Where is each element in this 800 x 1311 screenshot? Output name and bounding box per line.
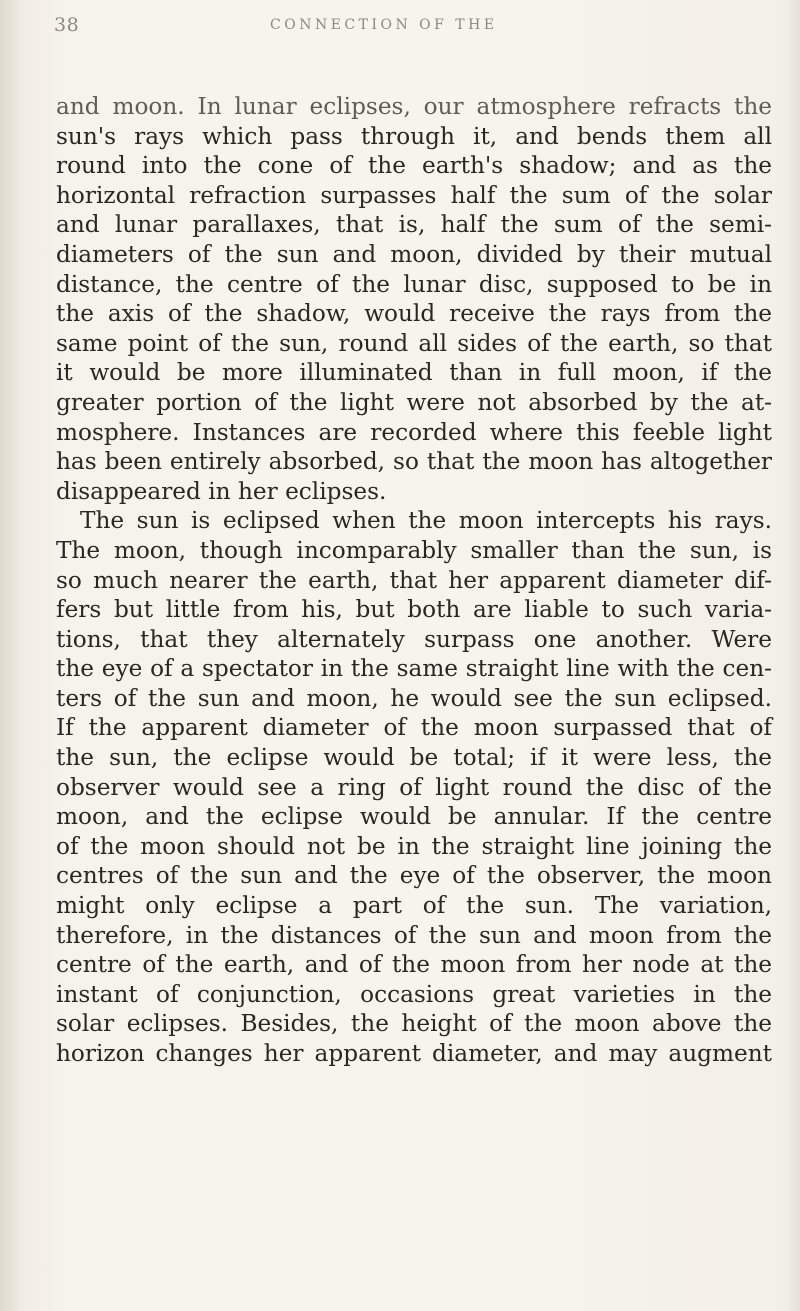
- text-line: disappeared in her eclipses.: [56, 477, 387, 505]
- text-line: The sun is eclipsed when the moon intercepts his rays.: [80, 507, 772, 535]
- text-line: centre of the earth, and of the moon from her node at the: [56, 951, 772, 979]
- text-line: mosphere. Instances are recorded where this feeble light: [56, 418, 772, 446]
- text-line: If the apparent diameter of the moon surpassed that of: [56, 714, 772, 742]
- text-line: therefore, in the distances of the sun and moon from the: [56, 921, 772, 949]
- text-line: diameters of the sun and moon, divided by their mutual: [56, 240, 772, 268]
- text-line: horizon changes her apparent diameter, and may augment: [56, 1040, 772, 1067]
- text-line: sun's rays which pass through it, and bends them all: [56, 122, 772, 150]
- text-line: distance, the centre of the lunar disc, supposed to be in: [56, 270, 772, 298]
- text-line: round into the cone of the earth's shadow; and as the: [56, 152, 772, 180]
- body-text: [56, 92, 772, 1069]
- text-line: greater portion of the light were not absorbed by the at-: [56, 388, 772, 416]
- text-line: observer would see a ring of light round the disc of the: [56, 773, 772, 801]
- gutter-shadow: [0, 0, 22, 1311]
- text-line: the sun, the eclipse would be total; if it were less, the: [56, 744, 772, 772]
- text-line: moon, and the eclipse would be annular. If the centre: [56, 803, 772, 831]
- text-line: The moon, though incomparably smaller than the sun, is: [56, 536, 772, 564]
- text-line: solar eclipses. Besides, the height of the moon above the: [56, 1010, 772, 1038]
- text-line: ters of the sun and moon, he would see the sun eclipsed.: [56, 684, 772, 712]
- text-line: might only eclipse a part of the sun. The variation,: [56, 892, 772, 920]
- text-line: horizontal refraction surpasses half the sum of the solar: [56, 181, 772, 209]
- running-head: [0, 14, 800, 40]
- page-number: 38: [54, 14, 80, 36]
- text-line: and lunar parallaxes, that is, half the sum of the semi-: [56, 211, 772, 239]
- text-line: tions, that they alternately surpass one another. Were: [56, 625, 772, 653]
- text-line: and moon. In lunar eclipses, our atmosphere refracts the: [56, 93, 772, 120]
- text-line: centres of the sun and the eye of the observer, the moon: [56, 862, 772, 890]
- running-title: CONNECTION OF THE: [270, 17, 498, 33]
- text-line: of the moon should not be in the straight line joining the: [56, 832, 772, 860]
- text-line: the eye of a spectator in the same straight line with the cen-: [56, 655, 772, 683]
- text-line: same point of the sun, round all sides of the earth, so that: [56, 329, 772, 357]
- text-line: instant of conjunction, occasions great varieties in the: [56, 980, 772, 1008]
- text-line: it would be more illuminated than in full moon, if the: [56, 359, 772, 387]
- page-edge-shadow: [786, 0, 800, 1311]
- text-line: fers but little from his, but both are liable to such varia-: [56, 596, 772, 624]
- text-line: the axis of the shadow, would receive the rays from the: [56, 300, 772, 328]
- text-line: so much nearer the earth, that her apparent diameter dif-: [56, 566, 772, 594]
- text-line: has been entirely absorbed, so that the moon has altogether: [56, 448, 772, 476]
